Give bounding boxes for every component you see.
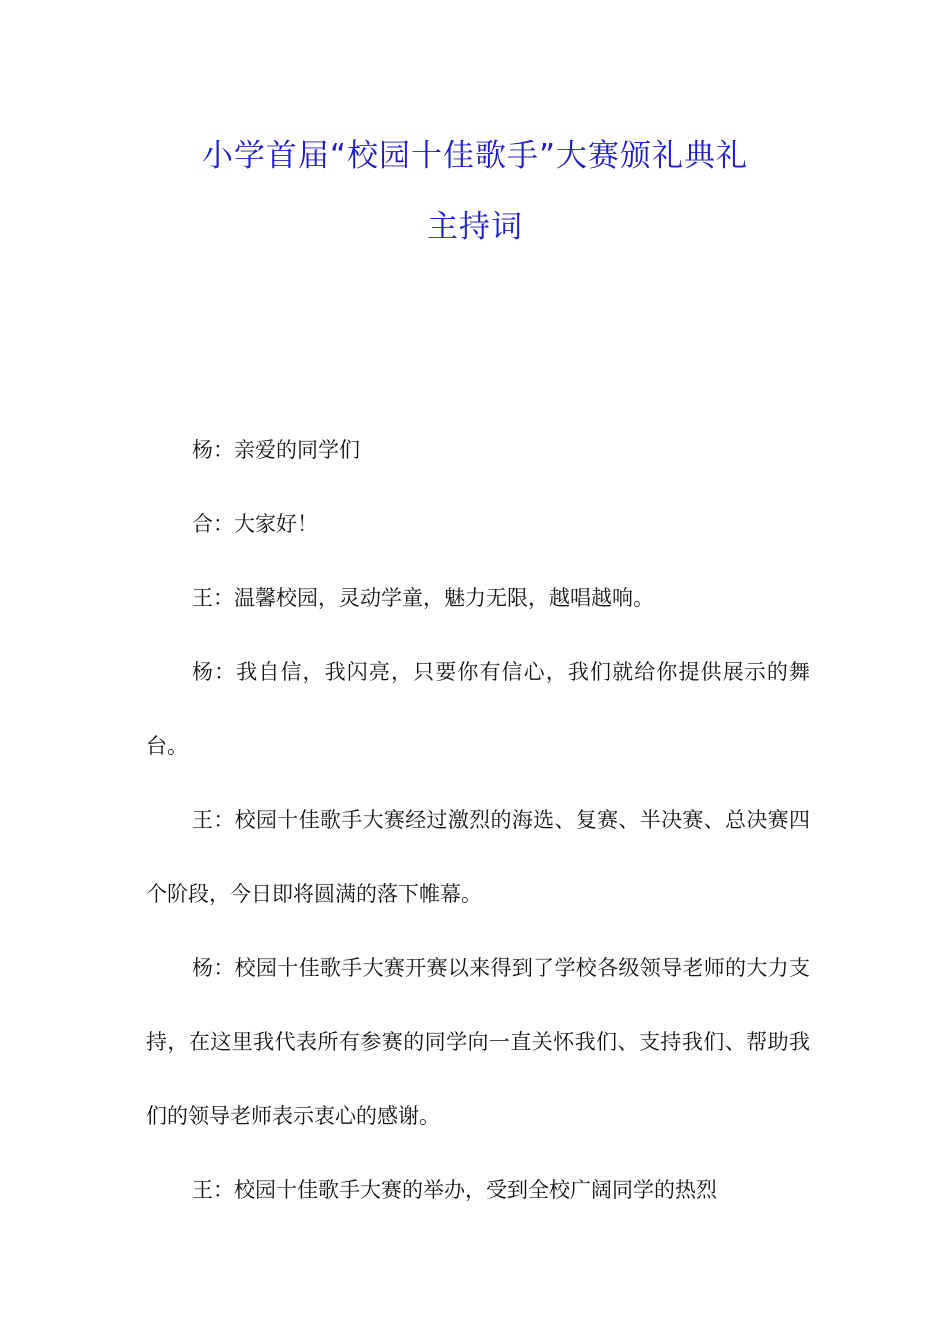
document-body — [146, 413, 810, 1227]
document-title-line-2: 主持词 — [427, 209, 523, 245]
paragraph: 杨：我自信，我闪亮，只要你有信心，我们就给你提供展示的舞台。 — [146, 660, 810, 758]
document-title-line-1: 小学首届“校园十佳歌手”大赛颁礼典礼 — [201, 138, 749, 174]
paragraph: 王：校园十佳歌手大赛的举办，受到全校广阔同学的热烈 — [192, 1178, 717, 1202]
paragraph: 杨：校园十佳歌手大赛开赛以来得到了学校各级领导老师的大力支持，在这里我代表所有参赛的同学向一直关怀我们、支持我们、帮助我们的领导老师表示衷心的感谢。 — [146, 956, 810, 1128]
paragraph: 王：校园十佳歌手大赛经过激烈的海选、复赛、半决赛、总决赛四个阶段，今日即将圆满的落下帷幕。 — [146, 808, 810, 906]
paragraph: 王：温馨校园，灵动学童，魅力无限，越唱越响。 — [192, 586, 654, 610]
paragraph: 杨：亲爱的同学们 — [192, 438, 360, 462]
paragraph: 合：大家好！ — [192, 512, 318, 536]
